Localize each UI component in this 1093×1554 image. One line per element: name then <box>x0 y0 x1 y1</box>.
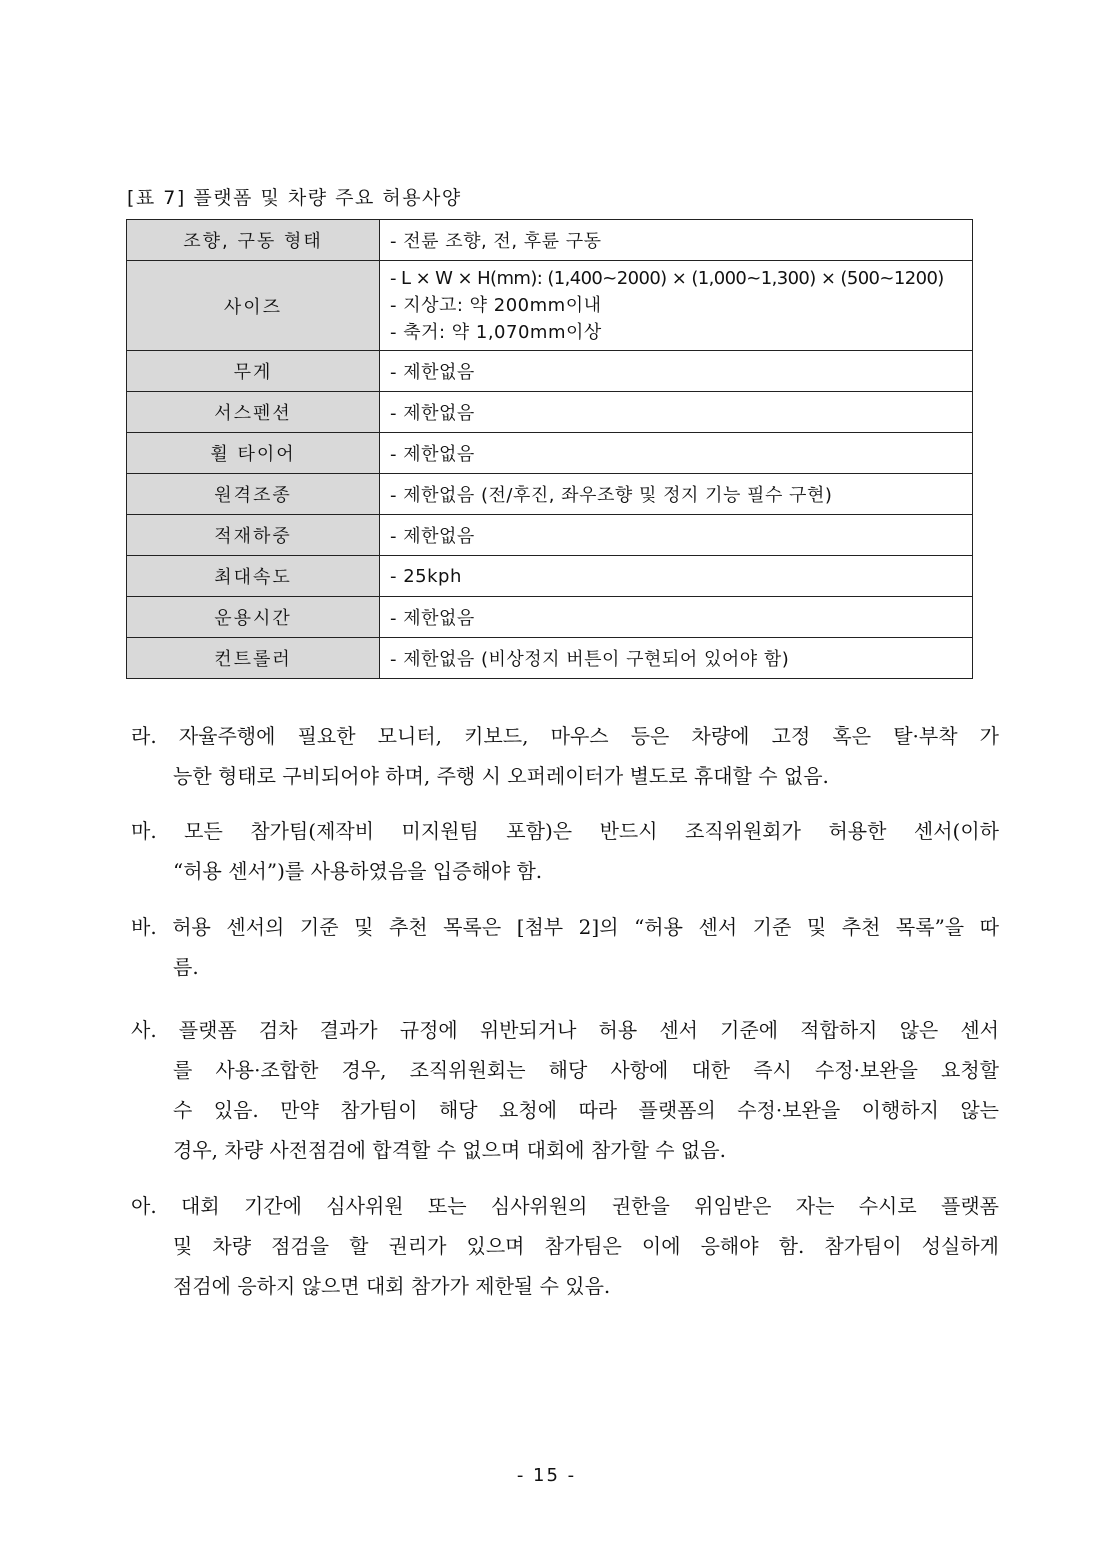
row-value: - 제한없음 <box>380 433 973 474</box>
spec-table <box>126 219 973 679</box>
row-label: 운용시간 <box>127 597 380 638</box>
paragraph-line: 수 있음. 만약 참가팀이 해당 요청에 따라 플랫폼의 수정·보완을 이행하지 않는 <box>173 1098 999 1122</box>
paragraph-line: 라. 자율주행에 필요한 모니터, 키보드, 마우스 등은 차량에 고정 혹은 탈·부착 가 <box>131 724 999 748</box>
table-row <box>127 261 973 351</box>
row-value: - 전륜 조향, 전, 후륜 구동 <box>380 220 973 261</box>
table-row <box>127 220 973 261</box>
paragraph-sa <box>131 1010 999 1170</box>
row-label: 최대속도 <box>127 556 380 597</box>
paragraph-line: “허용 센서”)를 사용하였음을 입증해야 함. <box>173 859 543 883</box>
paragraph-line: 를 사용·조합한 경우, 조직위원회는 해당 사항에 대한 즉시 수정·보완을 요청할 <box>173 1058 999 1082</box>
row-label: 컨트롤러 <box>127 638 380 679</box>
paragraph-ra <box>131 716 999 796</box>
paragraph-line: 름. <box>173 955 199 979</box>
table-row <box>127 474 973 515</box>
row-value <box>380 261 973 351</box>
row-value: - 제한없음 <box>380 351 973 392</box>
table-row <box>127 433 973 474</box>
wheelbase-line: - 축거: 약 1,070mm이상 <box>390 322 602 343</box>
table-row <box>127 597 973 638</box>
paragraph-line: 경우, 차량 사전점검에 합격할 수 없으며 대회에 참가할 수 없음. <box>173 1138 726 1162</box>
row-label: 조향, 구동 형태 <box>127 220 380 261</box>
paragraph-line: 마. 모든 참가팀(제작비 미지원팀 포함)은 반드시 조직위원회가 허용한 센서(이하 <box>131 819 999 843</box>
row-label: 원격조종 <box>127 474 380 515</box>
table-row <box>127 638 973 679</box>
row-label: 휠 타이어 <box>127 433 380 474</box>
row-label: 서스펜션 <box>127 392 380 433</box>
row-value: - 제한없음 <box>380 597 973 638</box>
paragraph-line: 사. 플랫폼 검차 결과가 규정에 위반되거나 허용 센서 기준에 적합하지 않은 센서 <box>131 1018 999 1042</box>
table-row <box>127 351 973 392</box>
paragraph-line: 및 차량 점검을 할 권리가 있으며 참가팀은 이에 응해야 함. 참가팀이 성실하게 <box>173 1234 999 1258</box>
page-number: - 15 - <box>516 1465 577 1486</box>
ground-clearance-line: - 지상고: 약 200mm이내 <box>390 295 602 316</box>
row-value: - 제한없음 <box>380 515 973 556</box>
row-value: - 제한없음 (전/후진, 좌우조향 및 정지 기능 필수 구현) <box>380 474 973 515</box>
row-label: 적재하중 <box>127 515 380 556</box>
paragraph-line: 바. 허용 센서의 기준 및 추천 목록은 [첨부 2]의 “허용 센서 기준 및 추천 목록”을 따 <box>131 915 999 939</box>
row-label: 무게 <box>127 351 380 392</box>
paragraph-a <box>131 1186 999 1306</box>
table-caption: [표 7] 플랫폼 및 차량 주요 허용사양 <box>127 187 462 209</box>
row-value: - 제한없음 <box>380 392 973 433</box>
table-row <box>127 515 973 556</box>
size-dimensions-line: - L × W × H(mm): (1,400~2000) × (1,000~1,300) × (500~1200) <box>390 268 944 289</box>
row-value: - 25kph <box>380 556 973 597</box>
paragraph-ma <box>131 811 999 891</box>
paragraph-ba <box>131 907 999 987</box>
row-value: - 제한없음 (비상정지 버튼이 구현되어 있어야 함) <box>380 638 973 679</box>
paragraph-line: 아. 대회 기간에 심사위원 또는 심사위원의 권한을 위임받은 자는 수시로 플랫폼 <box>131 1194 999 1218</box>
row-label: 사이즈 <box>127 261 380 351</box>
paragraph-line: 능한 형태로 구비되어야 하며, 주행 시 오퍼레이터가 별도로 휴대할 수 없음. <box>173 764 829 788</box>
table-row <box>127 392 973 433</box>
table-row <box>127 556 973 597</box>
paragraph-line: 점검에 응하지 않으면 대회 참가가 제한될 수 있음. <box>173 1274 611 1298</box>
